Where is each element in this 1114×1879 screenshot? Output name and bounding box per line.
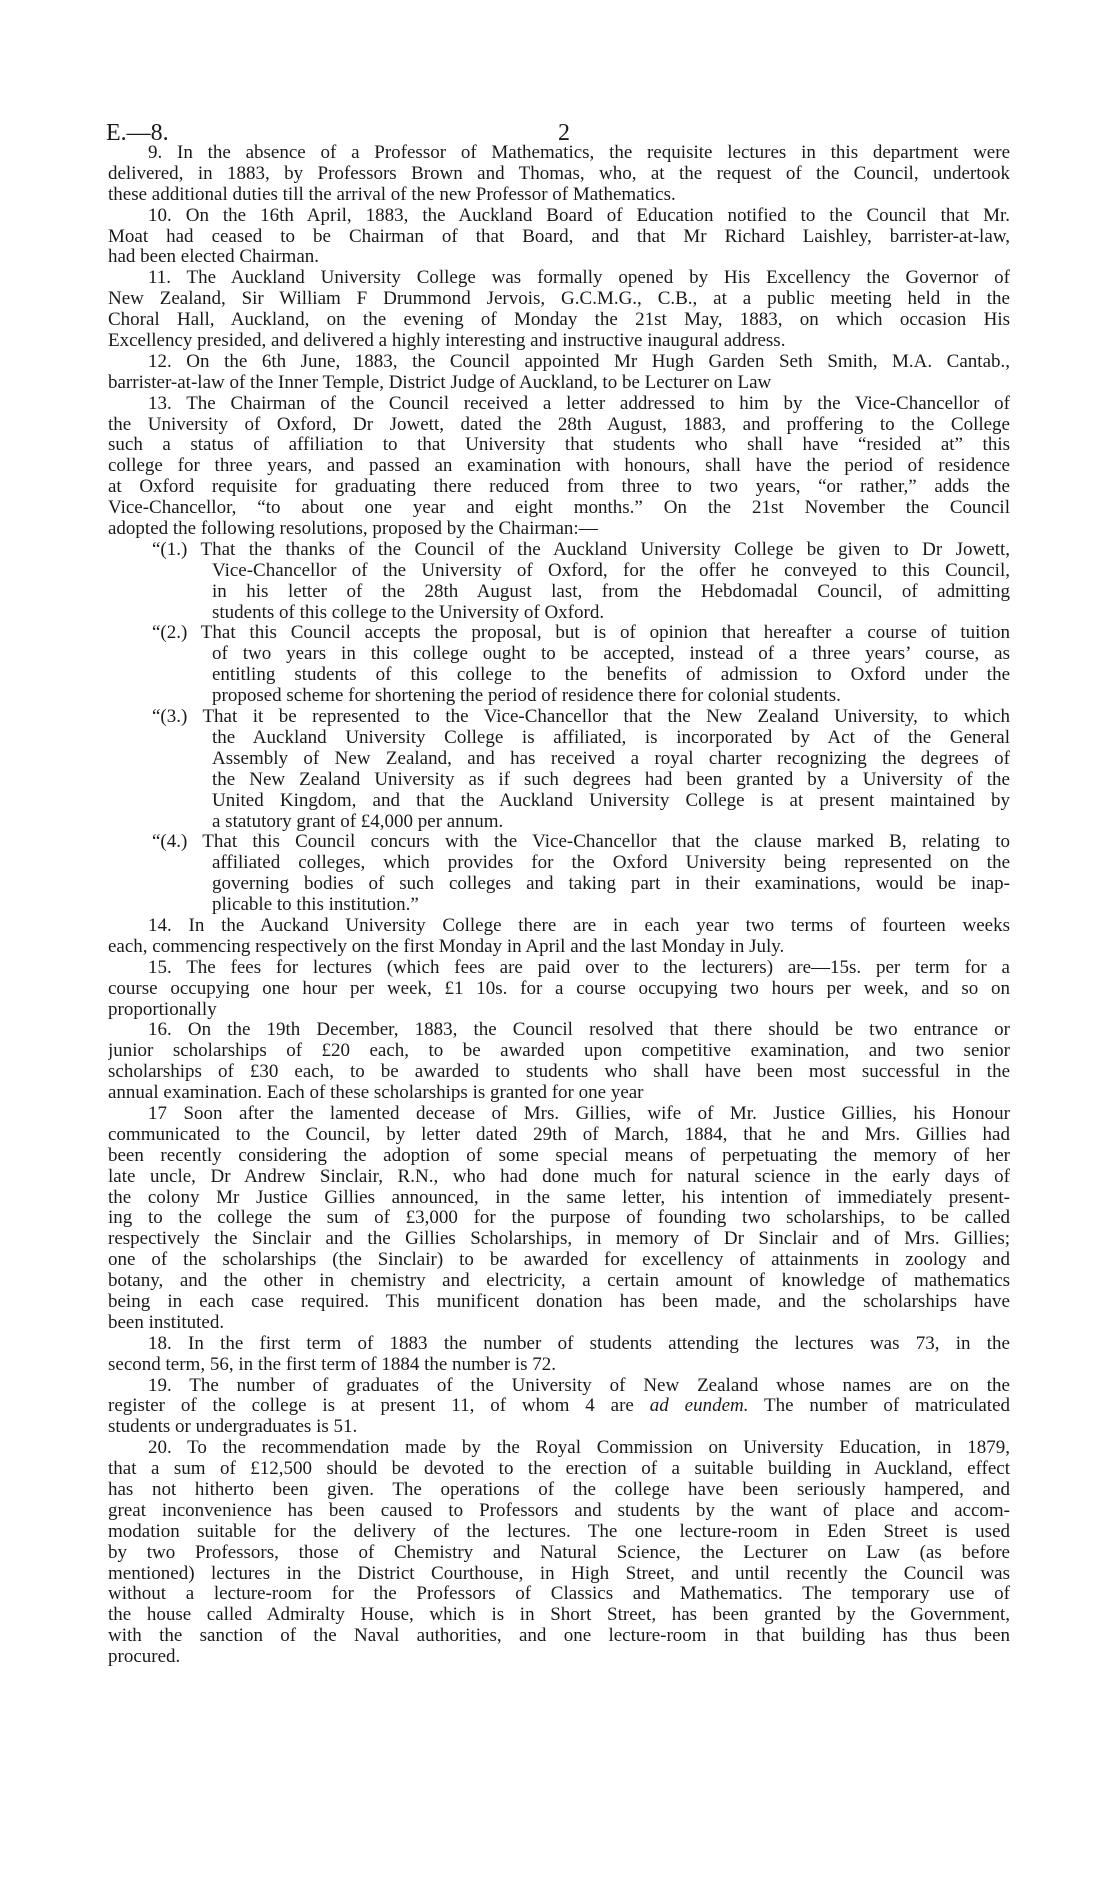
- text-line: a statutory grant of £4,000 per annum.: [212, 811, 504, 832]
- paragraph: [108, 206, 1010, 269]
- text-line: mentioned) lectures in the District Courthouse, in High Street, and until recently the Council was: [108, 1563, 1010, 1584]
- text-line: such a status of affiliation to that University that students who shall have “resided at” this: [108, 435, 1010, 456]
- text-line: adopted the following resolutions, proposed by the Chairman:—: [108, 519, 598, 540]
- text-line: great inconvenience has been caused to Professors and students by the want of place and accom-: [108, 1500, 1010, 1521]
- text-line: botany, and the other in chemistry and electricity, a certain amount of knowledge of mathematics: [108, 1271, 1010, 1292]
- paragraph: [108, 958, 1010, 1021]
- text-line: second term, 56, in the first term of 1884 the number is 72.: [108, 1354, 556, 1375]
- text-line: annual examination. Each of these scholarships is granted for one year: [108, 1083, 644, 1104]
- text-line: entitling students of this college to the benefits of admission to Oxford under the: [212, 665, 1010, 686]
- text-line: being in each case required. This munificent donation has been made, and the scholarships have: [108, 1291, 1010, 1312]
- document-body: [108, 143, 1010, 1668]
- text-line: these additional duties till the arrival of the new Professor of Mathematics.: [108, 184, 676, 205]
- text-line: 16. On the 19th December, 1883, the Council resolved that there should be two entrance or: [148, 1020, 1010, 1041]
- text-line: the Auckland University College is affiliated, is incorporated by Act of the General: [212, 727, 1010, 748]
- text-line: 12. On the 6th June, 1883, the Council appointed Mr Hugh Garden Seth Smith, M.A. Cantab.,: [148, 351, 1010, 372]
- text-line: 11. The Auckland University College was formally opened by His Excellency the Governor of: [148, 268, 1010, 289]
- text-line: by two Professors, those of Chemistry and Natural Science, the Lecturer on Law (as before: [108, 1542, 1010, 1563]
- text-line: United Kingdom, and that the Auckland University College is at present maintained by: [212, 790, 1010, 811]
- document-code: E.—8.: [106, 120, 169, 146]
- text-segment: The number of matriculated: [748, 1396, 1010, 1417]
- paragraph: [108, 916, 1010, 958]
- text-line: affiliated colleges, which provides for the Oxford University being represented on the: [212, 853, 1010, 874]
- text-line: Vice-Chancellor of the University of Oxford, for the offer he conveyed to this Council,: [212, 560, 1010, 581]
- text-line: scholarships of £30 each, to be awarded to students who shall have been most successful in the: [108, 1062, 1010, 1083]
- resolution: [108, 707, 1010, 832]
- text-line: each, commencing respectively on the first Monday in April and the last Monday in July.: [108, 936, 785, 957]
- text-segment: register of the college is at present 11, of whom 4 are: [108, 1396, 650, 1417]
- resolution: [108, 623, 1010, 707]
- text-line: course occupying one hour per week, £1 10s. for a course occupying two hours per week, and so on: [108, 978, 1010, 999]
- text-line: 10. On the 16th April, 1883, the Auckland Board of Education notified to the Council that Mr.: [148, 205, 1010, 226]
- text-line: delivered, in 1883, by Professors Brown and Thomas, who, at the request of the Council, undertook: [108, 163, 1010, 184]
- text-line: proposed scheme for shortening the period of residence there for colonial students.: [212, 686, 841, 707]
- text-line: 13. The Chairman of the Council received a letter addressed to him by the Vice-Chancellor of: [148, 393, 1010, 414]
- text-line: has not hitherto been given. The operations of the college have been seriously hampered, and: [108, 1480, 1010, 1500]
- text-line: the house called Admiralty House, which is in Short Street, has been granted by the Government,: [108, 1605, 1010, 1626]
- paragraph: [108, 143, 1010, 206]
- text-line: 14. In the Auckand University College there are in each year two terms of fourteen weeks: [148, 915, 1010, 936]
- text-line: “(3.) That it be represented to the Vice-Chancellor that the New Zealand University, to which: [152, 707, 1010, 728]
- italic-text: ad eundem.: [649, 1396, 749, 1417]
- text-line: [108, 1396, 1010, 1417]
- paragraph: [108, 1334, 1010, 1376]
- text-line: plicable to this institution.”: [212, 895, 419, 916]
- text-line: Moat had ceased to be Chairman of that Board, and that Mr Richard Laishley, barrister-at-law,: [108, 226, 1010, 247]
- text-line: students or undergraduates is 51.: [108, 1417, 358, 1438]
- text-line: the colony Mr Justice Gillies announced, in the same letter, his intention of immediately present-: [108, 1187, 1010, 1208]
- paragraph: [108, 1376, 1010, 1439]
- text-line: “(4.) That this Council concurs with the Vice-Chancellor that the clause marked B, relating to: [152, 832, 1010, 853]
- paragraph: [108, 268, 1010, 352]
- text-line: junior scholarships of £20 each, to be awarded upon competitive examination, and two senior: [108, 1041, 1010, 1062]
- paragraph: [108, 1104, 1010, 1334]
- text-line: students of this college to the University of Oxford.: [212, 602, 605, 623]
- text-line: the University of Oxford, Dr Jowett, dated the 28th August, 1883, and proffering to the College: [108, 414, 1010, 435]
- text-line: one of the scholarships (the Sinclair) to be awarded for excellency of attainments in zoology and: [108, 1250, 1010, 1271]
- text-line: late uncle, Dr Andrew Sinclair, R.N., who had done much for natural science in the early days of: [108, 1166, 1010, 1187]
- text-line: without a lecture-room for the Professors of Classics and Mathematics. The temporary use of: [108, 1584, 1010, 1605]
- text-line: had been elected Chairman.: [108, 247, 320, 268]
- text-line: procured.: [108, 1647, 181, 1668]
- paragraph: [108, 394, 1010, 540]
- text-line: Excellency presided, and delivered a highly interesting and instructive inaugural address.: [108, 331, 786, 352]
- text-line: 9. In the absence of a Professor of Mathematics, the requisite lectures in this department were: [148, 143, 1010, 163]
- text-line: with the sanction of the Naval authorities, and one lecture-room in that building has thus been: [108, 1626, 1010, 1647]
- text-line: “(2.) That this Council accepts the proposal, but is of opinion that hereafter a course of tuition: [152, 623, 1010, 644]
- paragraph: [108, 1020, 1010, 1104]
- text-line: communicated to the Council, by letter dated 29th of March, 1884, that he and Mrs. Gillies had: [108, 1124, 1010, 1145]
- text-line: barrister-at-law of the Inner Temple, District Judge of Auckland, to be Lecturer on Law: [108, 372, 772, 393]
- text-line: New Zealand, Sir William F Drummond Jervois, G.C.M.G., C.B., at a public meeting held in the: [108, 289, 1010, 310]
- text-line: been recently considering the adoption of some special means of perpetuating the memory of her: [108, 1145, 1010, 1166]
- text-line: college for three years, and passed an examination with honours, shall have the period of residence: [108, 456, 1010, 477]
- text-line: 18. In the first term of 1883 the number of students attending the lectures was 73, in the: [148, 1333, 1010, 1354]
- text-line: Vice-Chancellor, “to about one year and eight months.” On the 21st November the Council: [108, 498, 1010, 519]
- text-line: that a sum of £12,500 should be devoted to the erection of a suitable building in Auckland, effect: [108, 1459, 1010, 1480]
- text-line: 15. The fees for lectures (which fees are paid over to the lecturers) are—15s. per term for a: [148, 957, 1010, 978]
- text-line: of two years in this college ought to be accepted, instead of a three years’ course, as: [212, 644, 1010, 665]
- paragraph: [108, 352, 1010, 394]
- text-line: been instituted.: [108, 1312, 225, 1333]
- resolution: [108, 540, 1010, 624]
- text-line: Choral Hall, Auckland, on the evening of Monday the 21st May, 1883, on which occasion His: [108, 310, 1010, 331]
- text-line: 20. To the recommendation made by the Royal Commission on University Education, in 1879,: [148, 1438, 1010, 1459]
- text-line: in his letter of the 28th August last, from the Hebdomadal Council, of admitting: [212, 581, 1010, 602]
- text-line: ing to the college the sum of £3,000 for the purpose of founding two scholarships, to be called: [108, 1208, 1010, 1229]
- text-line: 19. The number of graduates of the University of New Zealand whose names are on the: [148, 1375, 1010, 1396]
- text-line: modation suitable for the delivery of the lectures. The one lecture-room in Eden Street is used: [108, 1521, 1010, 1542]
- resolution: [108, 832, 1010, 916]
- text-line: Assembly of New Zealand, and has received a royal charter recognizing the degrees of: [212, 748, 1010, 769]
- text-line: respectively the Sinclair and the Gillies Scholarships, in memory of Dr Sinclair and of Mrs. Gillies;: [108, 1229, 1010, 1250]
- text-line: governing bodies of such colleges and taking part in their examinations, would be inap-: [212, 874, 1010, 895]
- text-line: 17 Soon after the lamented decease of Mrs. Gillies, wife of Mr. Justice Gillies, his Honour: [148, 1103, 1010, 1124]
- page-number: 2: [558, 120, 570, 146]
- text-line: the New Zealand University as if such degrees had been granted by a University of the: [212, 769, 1010, 790]
- text-line: “(1.) That the thanks of the Council of the Auckland University College be given to Dr Jowett,: [152, 539, 1010, 560]
- paragraph: [108, 1438, 1010, 1668]
- text-line: proportionally: [108, 999, 217, 1020]
- text-line: at Oxford requisite for graduating there reduced from three to two years, “or rather,” adds the: [108, 477, 1010, 498]
